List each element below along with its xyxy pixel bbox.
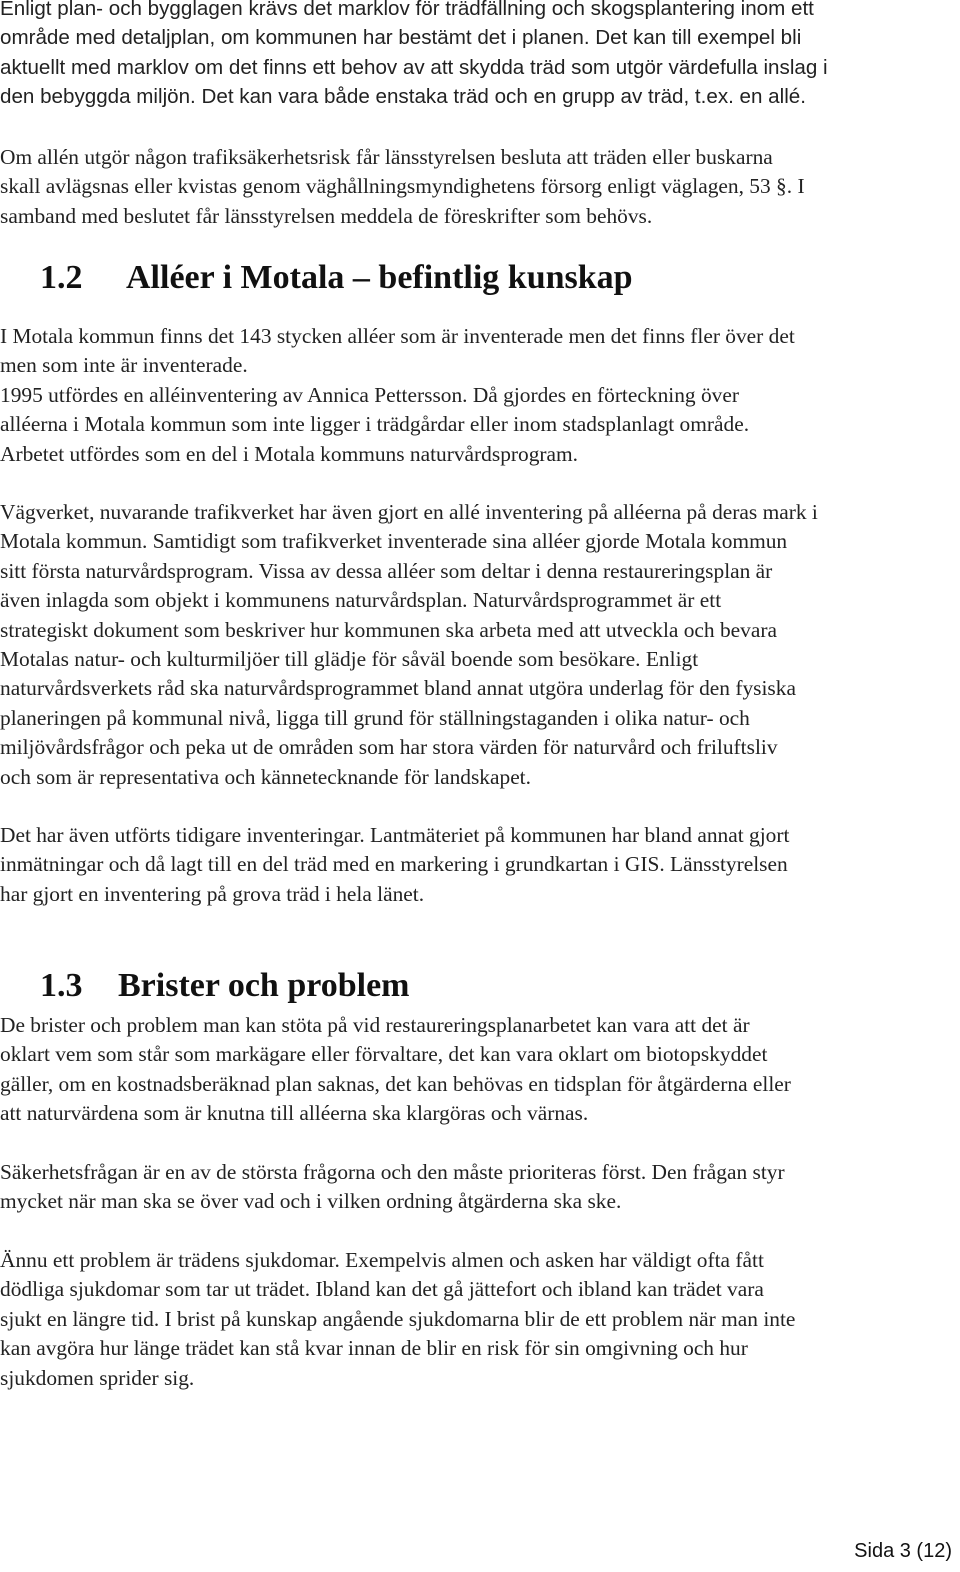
text-line: naturvårdsverkets råd ska naturvårdsprogrammet bland annat utgöra underlag för den fysiska xyxy=(0,676,796,701)
text-line: har gjort en inventering på grova träd i hela länet. xyxy=(0,881,425,906)
text-line: gäller, om en kostnadsberäknad plan saknas, det kan behövas en tidsplan för åtgärderna eller xyxy=(0,1071,791,1096)
text-line: De brister och problem man kan stöta på vid restaureringsplanarbetet kan vara att det är xyxy=(0,1013,750,1037)
section-1-2-paragraph-3 xyxy=(0,821,950,909)
text-line: Enligt plan- och bygglagen krävs det marklov för trädfällning och skogsplantering inom ett xyxy=(0,0,814,20)
text-line: sjukdomen sprider sig. xyxy=(0,1365,195,1390)
text-line: Det har även utförts tidigare inventeringar. Lantmäteriet på kommunen har bland annat gjort xyxy=(0,823,790,847)
section-1-2-paragraph-2 xyxy=(0,498,950,792)
section-1-3-paragraph-2 xyxy=(0,1158,950,1217)
section-heading-1-3 xyxy=(40,966,410,1006)
text-line: Ännu ett problem är trädens sjukdomar. Exempelvis almen och asken har väldigt ofta fått xyxy=(0,1248,764,1272)
text-line: aktuellt med marklov om det finns ett behov av att skydda träd som utgör värdefulla inslag i xyxy=(0,55,828,79)
text-line: mycket när man ska se över vad och i vilken ordning åtgärderna ska ske. xyxy=(0,1189,622,1214)
section-number: 1.2 xyxy=(40,259,83,296)
text-line: att naturvärdena som är knutna till alléerna ska klargöras och värnas. xyxy=(0,1101,589,1126)
text-line: även inlagda som objekt i kommunens naturvårdsplan. Naturvårdsprogrammet är ett xyxy=(0,588,722,613)
text-line: inmätningar och då lagt till en del träd med en markering i grundkartan i GIS. Länsstyrelsen xyxy=(0,852,788,877)
intro-paragraph xyxy=(0,0,940,112)
text-line: kan avgöra hur länge trädet kan stå kvar innan de blir en risk för sin omgivning och hur xyxy=(0,1336,748,1361)
text-line: område med detaljplan, om kommunen har bestämt det i planen. Det kan till exempel bli xyxy=(0,26,802,50)
text-line: sjukt en längre tid. I brist på kunskap angående sjukdomarna blir de ett problem när man inte xyxy=(0,1306,796,1331)
text-line: Motala kommun. Samtidigt som trafikverket inventerade sina alléer gjorde Motala kommun xyxy=(0,529,788,554)
text-line: skall avlägsnas eller kvistas genom väghållningsmyndighetens försorg enligt väglagen, 53 §. I xyxy=(0,174,805,199)
text-line: Säkerhetsfrågan är en av de största frågorna och den måste prioriteras först. Den frågan styr xyxy=(0,1160,785,1184)
text-line: oklart vem som står som markägare eller förvaltare, det kan vara oklart om biotopskyddet xyxy=(0,1042,768,1067)
text-line: miljövårdsfrågor och peka ut de områden som har stora värden för naturvård och friluftsliv xyxy=(0,735,778,760)
section-1-3-paragraph-3 xyxy=(0,1246,950,1393)
text-line: alléerna i Motala kommun som inte ligger i trädgårdar eller inom stadsplanlagt område. xyxy=(0,412,750,437)
text-line: men som inte är inventerade. xyxy=(0,353,248,378)
section-1-3-paragraph-1 xyxy=(0,1011,950,1129)
section-heading-1-2 xyxy=(40,258,633,298)
text-line: Arbetet utfördes som en del i Motala kommuns naturvårdsprogram. xyxy=(0,441,579,466)
text-line: strategiskt dokument som beskriver hur kommunen ska arbeta med att utveckla och bevara xyxy=(0,617,777,642)
section-1-2-paragraph-1 xyxy=(0,322,950,469)
section-title: Brister och problem xyxy=(118,967,410,1004)
traffic-safety-paragraph xyxy=(0,143,950,231)
section-title: Alléer i Motala – befintlig kunskap xyxy=(126,259,633,296)
text-line: sitt första naturvårdsprogram. Vissa av dessa alléer som deltar i denna restaureringsplan är xyxy=(0,558,773,583)
text-line: Vägverket, nuvarande trafikverket har även gjort en allé inventering på alléerna på deras mark i xyxy=(0,500,818,524)
text-line: dödliga sjukdomar som tar ut trädet. Ibland kan det gå jättefort och ibland kan trädet vara xyxy=(0,1277,764,1302)
section-number: 1.3 xyxy=(40,967,83,1004)
text-line: planeringen på kommunal nivå, ligga till grund för ställningstaganden i olika natur- och xyxy=(0,705,750,730)
page-number: Sida 3 (12) xyxy=(854,1540,952,1562)
text-line: 1995 utfördes en alléinventering av Annica Pettersson. Då gjordes en förteckning över xyxy=(0,382,739,407)
text-line: Motalas natur- och kulturmiljöer till glädje för såväl boende som besökare. Enligt xyxy=(0,647,699,672)
text-line: den bebyggda miljön. Det kan vara både enstaka träd och en grupp av träd, t.ex. en allé. xyxy=(0,85,806,109)
text-line: I Motala kommun finns det 143 stycken alléer som är inventerade men det finns fler över det xyxy=(0,324,795,348)
text-line: samband med beslutet får länsstyrelsen meddela de föreskrifter som behövs. xyxy=(0,203,653,228)
text-line: och som är representativa och kännetecknande för landskapet. xyxy=(0,764,531,789)
text-line: Om allén utgör någon trafiksäkerhetsrisk får länsstyrelsen besluta att träden eller buskarna xyxy=(0,145,773,169)
